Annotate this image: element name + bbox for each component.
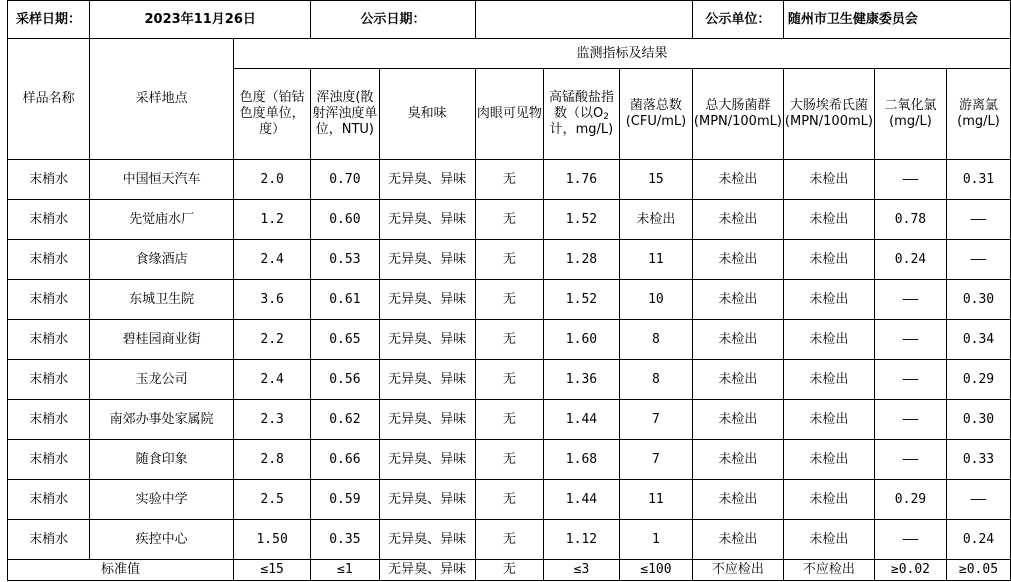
sample-name-cell: 末梢水: [8, 360, 90, 400]
visible-cell: 无: [475, 240, 543, 280]
turbidity-cell: 0.62: [311, 400, 379, 440]
odor-cell: 无异臭、异味: [379, 240, 475, 280]
odor-cell: 无异臭、异味: [379, 520, 475, 560]
header-permanganate: 高锰酸盐指数（以$O_2$计，mg/L): [543, 69, 619, 160]
standard-free-chlorine-cell: ≥0.05: [946, 560, 1010, 581]
colony-cell: 10: [619, 280, 692, 320]
colony-cell: 15: [619, 160, 692, 200]
sample-name-cell: 末梢水: [8, 480, 90, 520]
sample-name-cell: 末梢水: [8, 320, 90, 360]
total-coliform-cell: 未检出: [692, 360, 783, 400]
sample-name-cell: 末梢水: [8, 440, 90, 480]
odor-cell: 无异臭、异味: [379, 400, 475, 440]
group-header-row: [8, 39, 1011, 69]
water-quality-table: [7, 0, 1011, 581]
standard-color-cell: ≤15: [234, 560, 311, 581]
sampling-date-label: 采样日期：: [8, 1, 90, 39]
visible-cell: 无: [475, 320, 543, 360]
color-cell: 1.50: [234, 520, 311, 560]
odor-cell: 无异臭、异味: [379, 160, 475, 200]
location-cell: 碧桂园商业街: [90, 320, 234, 360]
total-coliform-cell: 未检出: [692, 160, 783, 200]
location-cell: 南郊办事处家属院: [90, 400, 234, 440]
color-cell: 1.2: [234, 200, 311, 240]
free-chlorine-cell: ——: [946, 200, 1010, 240]
total-coliform-cell: 未检出: [692, 240, 783, 280]
header-ecoli: 大肠埃希氏菌(MPN/100mL): [783, 69, 874, 160]
header-total-coliform: 总大肠菌群(MPN/100mL): [692, 69, 783, 160]
visible-cell: 无: [475, 200, 543, 240]
meta-row: [8, 1, 1011, 39]
table-row: [8, 280, 1011, 320]
permanganate-cell: 1.44: [543, 480, 619, 520]
total-coliform-cell: 未检出: [692, 440, 783, 480]
header-group: 监测指标及结果: [234, 39, 1011, 69]
chlorine-dioxide-cell: ——: [874, 160, 946, 200]
color-cell: 2.0: [234, 160, 311, 200]
total-coliform-cell: 未检出: [692, 520, 783, 560]
sample-name-cell: 末梢水: [8, 280, 90, 320]
chlorine-dioxide-cell: 0.78: [874, 200, 946, 240]
free-chlorine-cell: 0.24: [946, 520, 1010, 560]
chlorine-dioxide-cell: ——: [874, 360, 946, 400]
standard-odor-cell: 无异臭、异味: [379, 560, 475, 581]
sample-name-cell: 末梢水: [8, 160, 90, 200]
location-cell: 先觉庙水厂: [90, 200, 234, 240]
odor-cell: 无异臭、异味: [379, 320, 475, 360]
standard-chlorine-dioxide-cell: ≥0.02: [874, 560, 946, 581]
odor-cell: 无异臭、异味: [379, 280, 475, 320]
odor-cell: 无异臭、异味: [379, 360, 475, 400]
header-odor: 臭和味: [379, 69, 475, 160]
ecoli-cell: 未检出: [783, 200, 874, 240]
total-coliform-cell: 未检出: [692, 480, 783, 520]
standard-label: 标准值: [8, 560, 234, 581]
odor-cell: 无异臭、异味: [379, 440, 475, 480]
ecoli-cell: 未检出: [783, 160, 874, 200]
free-chlorine-cell: 0.29: [946, 360, 1010, 400]
total-coliform-cell: 未检出: [692, 280, 783, 320]
colony-cell: 未检出: [619, 200, 692, 240]
free-chlorine-cell: 0.34: [946, 320, 1010, 360]
ecoli-cell: 未检出: [783, 240, 874, 280]
header-location: 采样地点: [90, 39, 234, 160]
turbidity-cell: 0.66: [311, 440, 379, 480]
colony-cell: 7: [619, 400, 692, 440]
header-free-chlorine: 游离氯(mg/L): [946, 69, 1010, 160]
permanganate-cell: 1.76: [543, 160, 619, 200]
turbidity-cell: 0.56: [311, 360, 379, 400]
visible-cell: 无: [475, 160, 543, 200]
chlorine-dioxide-cell: 0.24: [874, 240, 946, 280]
header-sample-name: 样品名称: [8, 39, 90, 160]
ecoli-cell: 未检出: [783, 440, 874, 480]
colony-cell: 11: [619, 480, 692, 520]
color-cell: 2.4: [234, 360, 311, 400]
location-cell: 中国恒天汽车: [90, 160, 234, 200]
header-chlorine-dioxide: 二氧化氯(mg/L): [874, 69, 946, 160]
free-chlorine-cell: ——: [946, 480, 1010, 520]
color-cell: 2.2: [234, 320, 311, 360]
table-row: [8, 160, 1011, 200]
free-chlorine-cell: 0.33: [946, 440, 1010, 480]
chlorine-dioxide-cell: ——: [874, 440, 946, 480]
header-colony: 菌落总数(CFU/mL): [619, 69, 692, 160]
standard-row: [8, 560, 1011, 581]
publish-date: [475, 1, 692, 39]
table-row: [8, 400, 1011, 440]
turbidity-cell: 0.35: [311, 520, 379, 560]
location-cell: 食缘酒店: [90, 240, 234, 280]
publisher: 随州市卫生健康委员会: [783, 1, 1010, 39]
sample-name-cell: 末梢水: [8, 200, 90, 240]
free-chlorine-cell: 0.30: [946, 280, 1010, 320]
turbidity-cell: 0.65: [311, 320, 379, 360]
free-chlorine-cell: 0.30: [946, 400, 1010, 440]
table-row: [8, 320, 1011, 360]
visible-cell: 无: [475, 280, 543, 320]
chlorine-dioxide-cell: ——: [874, 520, 946, 560]
color-cell: 2.4: [234, 240, 311, 280]
visible-cell: 无: [475, 440, 543, 480]
sampling-date: 2023年11月26日: [90, 1, 311, 39]
free-chlorine-cell: 0.31: [946, 160, 1010, 200]
standard-turbidity-cell: ≤1: [311, 560, 379, 581]
table-row: [8, 440, 1011, 480]
table-row: [8, 480, 1011, 520]
colony-cell: 1: [619, 520, 692, 560]
standard-visible-cell: 无: [475, 560, 543, 581]
total-coliform-cell: 未检出: [692, 320, 783, 360]
permanganate-cell: 1.52: [543, 280, 619, 320]
colony-cell: 11: [619, 240, 692, 280]
permanganate-cell: 1.44: [543, 400, 619, 440]
permanganate-cell: 1.68: [543, 440, 619, 480]
permanganate-cell: 1.52: [543, 200, 619, 240]
color-cell: 2.8: [234, 440, 311, 480]
color-cell: 2.3: [234, 400, 311, 440]
standard-total-coliform-cell: 不应检出: [692, 560, 783, 581]
permanganate-cell: 1.28: [543, 240, 619, 280]
turbidity-cell: 0.70: [311, 160, 379, 200]
colony-cell: 7: [619, 440, 692, 480]
publish-date-label: 公示日期：: [311, 1, 476, 39]
table-row: [8, 240, 1011, 280]
chlorine-dioxide-cell: 0.29: [874, 480, 946, 520]
chlorine-dioxide-cell: ——: [874, 320, 946, 360]
ecoli-cell: 未检出: [783, 280, 874, 320]
colony-cell: 8: [619, 320, 692, 360]
header-visible: 肉眼可见物: [475, 69, 543, 160]
table-row: [8, 520, 1011, 560]
location-cell: 东城卫生院: [90, 280, 234, 320]
sample-name-cell: 末梢水: [8, 400, 90, 440]
ecoli-cell: 未检出: [783, 480, 874, 520]
total-coliform-cell: 未检出: [692, 400, 783, 440]
colony-cell: 8: [619, 360, 692, 400]
visible-cell: 无: [475, 400, 543, 440]
location-cell: 玉龙公司: [90, 360, 234, 400]
turbidity-cell: 0.59: [311, 480, 379, 520]
color-cell: 2.5: [234, 480, 311, 520]
table-row: [8, 360, 1011, 400]
odor-cell: 无异臭、异味: [379, 480, 475, 520]
visible-cell: 无: [475, 360, 543, 400]
total-coliform-cell: 未检出: [692, 200, 783, 240]
odor-cell: 无异臭、异味: [379, 200, 475, 240]
ecoli-cell: 未检出: [783, 400, 874, 440]
location-cell: 实验中学: [90, 480, 234, 520]
color-cell: 3.6: [234, 280, 311, 320]
permanganate-cell: 1.36: [543, 360, 619, 400]
header-color: 色度（铂钴色度单位，度）: [234, 69, 311, 160]
sample-name-cell: 末梢水: [8, 520, 90, 560]
standard-ecoli-cell: 不应检出: [783, 560, 874, 581]
chlorine-dioxide-cell: ——: [874, 400, 946, 440]
ecoli-cell: 未检出: [783, 320, 874, 360]
ecoli-cell: 未检出: [783, 520, 874, 560]
ecoli-cell: 未检出: [783, 360, 874, 400]
location-cell: 疾控中心: [90, 520, 234, 560]
header-turbidity: 浑浊度(散射浑浊度单位，NTU): [311, 69, 379, 160]
visible-cell: 无: [475, 520, 543, 560]
chlorine-dioxide-cell: ——: [874, 280, 946, 320]
publisher-label: 公示单位：: [692, 1, 783, 39]
permanganate-cell: 1.12: [543, 520, 619, 560]
table-row: [8, 200, 1011, 240]
visible-cell: 无: [475, 480, 543, 520]
free-chlorine-cell: ——: [946, 240, 1010, 280]
sample-name-cell: 末梢水: [8, 240, 90, 280]
turbidity-cell: 0.53: [311, 240, 379, 280]
turbidity-cell: 0.60: [311, 200, 379, 240]
turbidity-cell: 0.61: [311, 280, 379, 320]
standard-colony-cell: ≤100: [619, 560, 692, 581]
standard-permanganate-cell: ≤3: [543, 560, 619, 581]
permanganate-cell: 1.60: [543, 320, 619, 360]
location-cell: 随食印象: [90, 440, 234, 480]
